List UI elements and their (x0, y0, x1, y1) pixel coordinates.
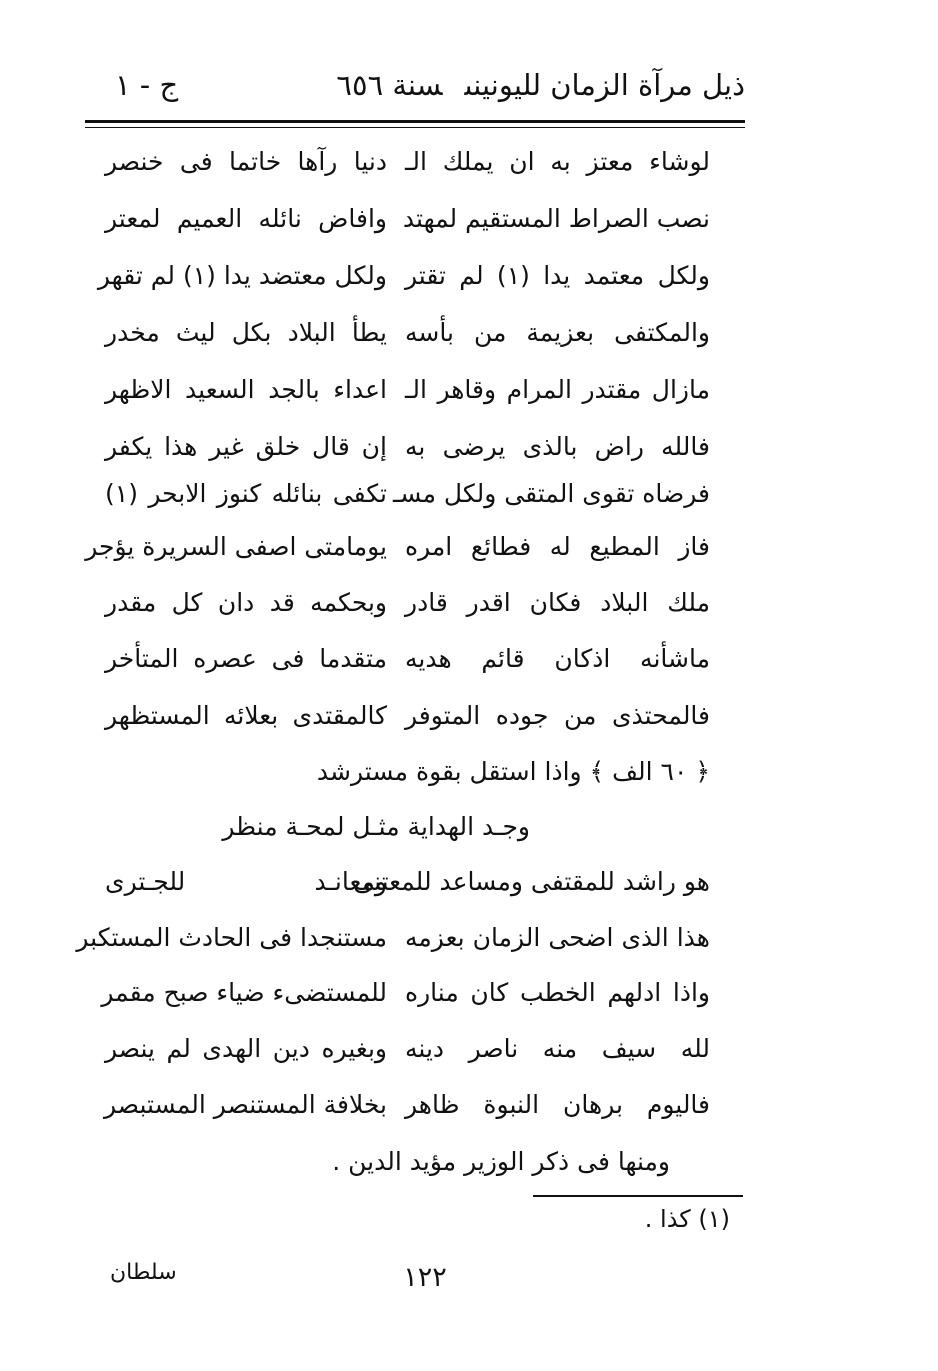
verse-second-hemistich: بخلافة المستنصر المستبصر (103, 1090, 387, 1119)
verse-second-hemistich: اعداء بالجد السعيد الاظهر (105, 375, 387, 404)
verse-first-hemistich: نصب الصراط المستقيم لمهتد (402, 204, 710, 233)
verse-first-hemistich: هو راشد للمقتفى ومساعد للمعتنى (353, 867, 710, 896)
footnote-rule (533, 1195, 743, 1197)
verse-second-hemistich: يطأ البلاد بكل ليث مخدر (105, 318, 387, 347)
verse-line (97, 254, 710, 298)
verse-first-hemistich: ملك البلاد فكان اقدر قادر (405, 588, 710, 617)
verse-continuation: وجـد الهداية مثـل لمحـة منظر (222, 812, 530, 841)
verse-line (85, 525, 710, 569)
page-number: ١٢٢ (403, 1262, 447, 1293)
verse-line (105, 425, 710, 469)
verse-line (105, 1027, 710, 1071)
verse-second-hemistich: دنيا رآها خاتما فى خنصر (105, 147, 387, 176)
verse-line (105, 368, 710, 412)
verse-line (105, 140, 710, 184)
verse-line (101, 971, 710, 1015)
verse-line (105, 637, 710, 681)
running-title (336, 68, 745, 102)
verse-first-hemistich: واذا ادلهم الخطب كان مناره (405, 978, 710, 1007)
verse-line (105, 197, 710, 241)
verse-second-hemistich: تكفى بنائله كنوز الابحر (١) (105, 479, 387, 508)
verse-second-hemistich: متقدما فى عصره المتأخر (105, 644, 387, 673)
verse-second-hemistich: وبغيره دين الهدى لم ينصر (105, 1034, 387, 1063)
folio-marker-line: ﴿ ٦٠ الف ﴾ واذا استقل بقوة مسترشد (316, 757, 710, 786)
verse-line (105, 311, 710, 355)
verse-second-hemistich: وبحكمه قد دان كل مقدر (105, 588, 387, 617)
verse-second-hemistich: إن قال خلق غير هذا يكفر (105, 432, 387, 461)
verse-first-hemistich: لوشاء معتز به ان يملك الـ (405, 147, 710, 176)
verse-second-hemistich: ومعانـد للجـترى (105, 867, 387, 896)
verse-second-hemistich: كالمقتدى بعلائه المستظهر (105, 701, 387, 730)
verse-line (76, 916, 710, 960)
verse-first-hemistich: فالله راض بالذى يرضى به (405, 432, 710, 461)
footnote: (١) كذا . (644, 1205, 730, 1233)
verse-line (105, 860, 710, 904)
verse-line (105, 581, 710, 625)
verse-first-hemistich: ماشأنه اذكان قائم هديه (405, 644, 710, 673)
verse-second-hemistich: يومامتى اصفى السريرة يؤجر (85, 532, 387, 561)
header-rule-thin (85, 127, 745, 128)
verse-line (105, 1083, 710, 1127)
header-rule-thick (85, 120, 745, 123)
verse-first-hemistich: هذا الذى اضحى الزمان بعزمه (405, 923, 710, 952)
verse-first-hemistich: فاليوم برهان النبوة ظاهر (405, 1090, 710, 1119)
verse-first-hemistich: فرضاه تقوى المتقى ولكل مسـ (392, 479, 710, 508)
verse-second-hemistich: للمستضىء ضياء صبح مقمر (101, 978, 387, 1007)
verse-first-hemistich: فالمحتذى من جوده المتوفر (405, 701, 710, 730)
verse-second-hemistich: وافاض نائله العميم لمعتر (105, 204, 387, 233)
volume-label: ج - ١ (115, 68, 179, 102)
verse-first-hemistich: لله سيف منه ناصر دينه (405, 1034, 710, 1063)
verse-first-hemistich: ولكل معتمد يدا (١) لم تقتر (405, 261, 710, 290)
closing-line: ومنها فى ذكر الوزير مؤيد الدين . (332, 1147, 670, 1176)
verse-first-hemistich: والمكتفى بعزيمة من بأسه (405, 318, 710, 347)
signature-mark: سلطان (110, 1260, 177, 1285)
verse-first-hemistich: مازال مقتدر المرام وقاهر الـ (405, 375, 710, 404)
verse-first-hemistich: فاز المطيع له فطائع امره (405, 532, 710, 561)
verse-second-hemistich: ولكل معتضد يدا (١) لم تقهر (97, 261, 387, 290)
running-header (85, 60, 745, 110)
book-title: ذيل مرآة الزمان لليونينى (464, 68, 745, 102)
verse-line (105, 472, 710, 516)
year-label: سنة ٦٥٦ (336, 68, 443, 102)
verse-line (105, 694, 710, 738)
verse-second-hemistich: مستنجدا فى الحادث المستكبر (76, 923, 387, 952)
